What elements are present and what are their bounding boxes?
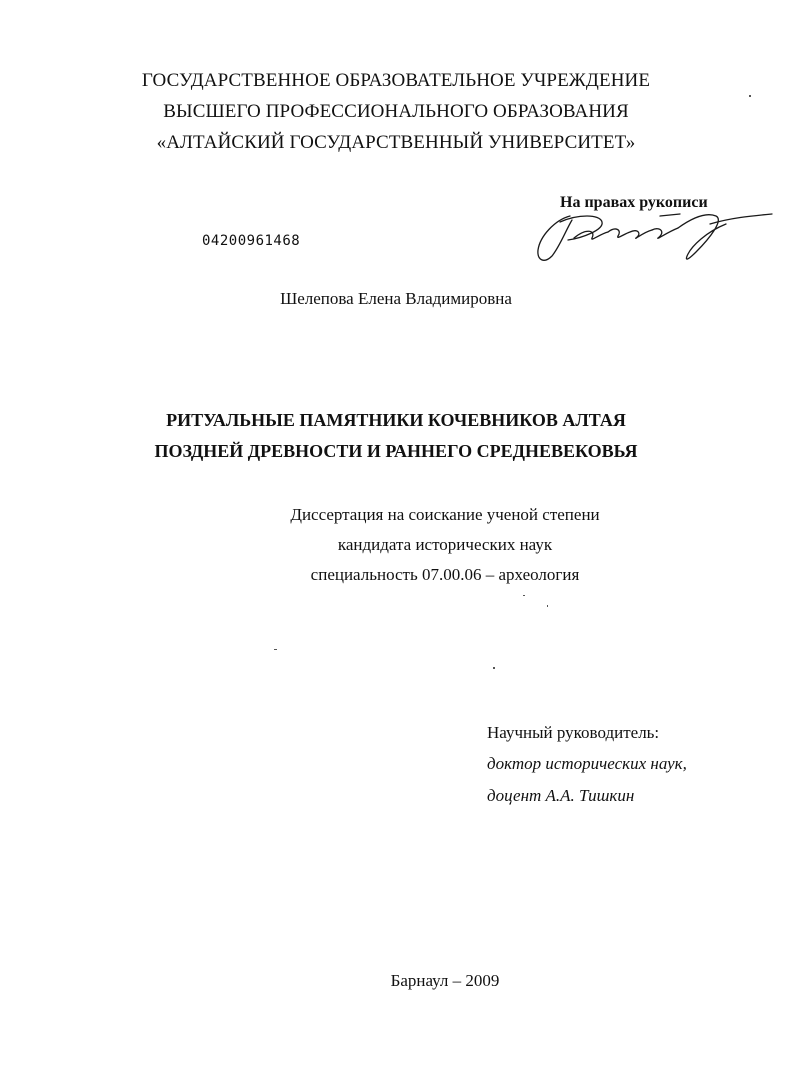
degree-line-2: кандидата исторических наук [337, 535, 553, 554]
scan-speck [547, 605, 548, 607]
institution-line-2: ВЫСШЕГО ПРОФЕССИОНАЛЬНОГО ОБРАЗОВАНИЯ [163, 101, 629, 122]
scan-speck [749, 95, 751, 97]
catalog-code: 04200961468 [202, 233, 301, 249]
city-year: Барнаул – 2009 [390, 971, 500, 990]
handwritten-signature [530, 208, 775, 268]
degree-line-1: Диссертация на соискание ученой степени [290, 505, 600, 524]
institution-line-3: «АЛТАЙСКИЙ ГОСУДАРСТВЕННЫЙ УНИВЕРСИТЕТ» [156, 132, 636, 153]
author-name: Шелепова Елена Владимировна [280, 289, 512, 308]
advisor-name: доцент А.А. Тишкин [487, 786, 635, 805]
thesis-title-line-2: ПОЗДНЕЙ ДРЕВНОСТИ И РАННЕГО СРЕДНЕВЕКОВЬЯ [154, 441, 638, 461]
rights-note: На правах рукописи [560, 194, 708, 211]
advisor-label: Научный руководитель: [487, 723, 660, 742]
institution-line-1: ГОСУДАРСТВЕННОЕ ОБРАЗОВАТЕЛЬНОЕ УЧРЕЖДЕНИЕ [141, 70, 651, 91]
degree-line-3: специальность 07.00.06 – археология [310, 565, 580, 584]
scan-speck [493, 667, 495, 669]
scan-speck [523, 595, 525, 596]
scan-speck [274, 649, 277, 650]
advisor-degree: доктор исторических наук, [487, 754, 687, 773]
thesis-title-line-1: РИТУАЛЬНЫЕ ПАМЯТНИКИ КОЧЕВНИКОВ АЛТАЯ [166, 410, 626, 430]
